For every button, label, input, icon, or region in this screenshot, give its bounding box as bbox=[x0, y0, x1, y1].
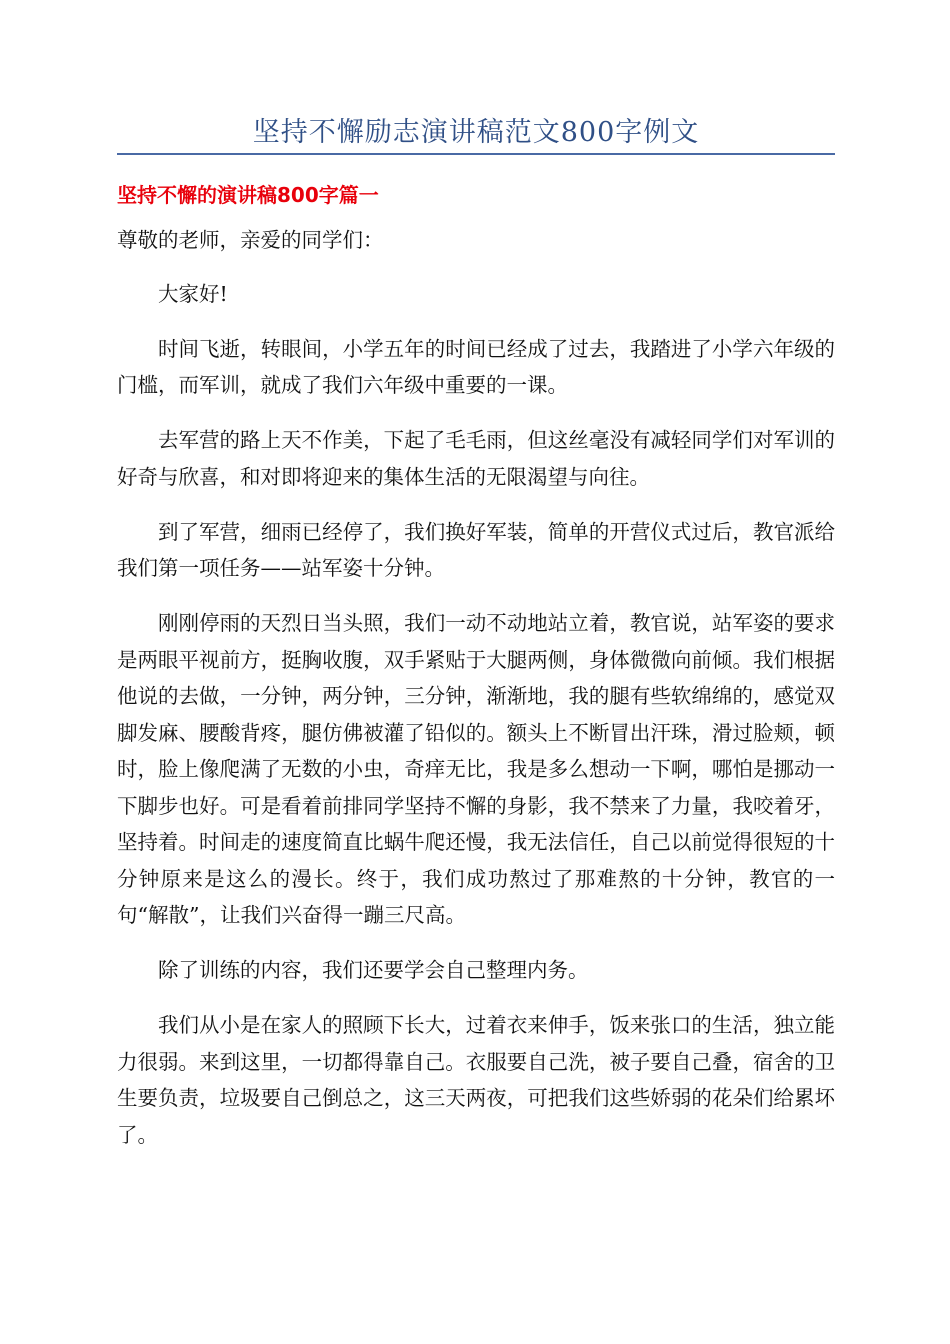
paragraph: 刚刚停雨的天烈日当头照，我们一动不动地站立着，教官说，站军姿的要求是两眼平视前方，挺胸收腹，双手紧贴于大腿两侧，身体微微向前倾。我们根据他说的去做，一分钟，两分钟，三分钟，渐渐地，我的腿有些软绵绵的，感觉双脚发麻、腰酸背疼，腿仿佛被灌了铅似的。额头上不断冒出汗珠，滑过脸颊，顿时，脸上像爬满了无数的小虫，奇痒无比，我是多么想动一下啊，哪怕是挪动一下脚步也好。可是看着前排同学坚持不懈的身影，我不禁来了力量，我咬着牙，坚持着。时间走的速度简直比蜗牛爬还慢，我无法信任，自己以前觉得很短的十分钟原来是这么的漫长。终于，我们成功熬过了那难熬的十分钟，教官的一句“解散”，让我们兴奋得一蹦三尺高。 bbox=[117, 611, 835, 927]
paragraph: 时间飞逝，转眼间，小学五年的时间已经成了过去，我踏进了小学六年级的门槛，而军训，就成了我们六年级中重要的一课。 bbox=[117, 336, 835, 397]
paragraph: 大家好! bbox=[158, 281, 228, 306]
section-heading: 坚持不懈的演讲稿800字篇一 bbox=[117, 183, 379, 207]
title-underline bbox=[117, 153, 835, 155]
salutation: 尊敬的老师，亲爱的同学们： bbox=[117, 228, 384, 252]
paragraph: 除了训练的内容，我们还要学会自己整理内务。 bbox=[158, 958, 589, 982]
paragraph: 我们从小是在家人的照顾下长大，过着衣来伸手，饭来张口的生活，独立能力很弱。来到这里，一切都得靠自己。衣服要自己洗，被子要自己叠，宿舍的卫生要负责，垃圾要自己倒总之，这三天两夜，可把我们这些娇弱的花朵们给累坏了。 bbox=[117, 1013, 835, 1147]
paragraph: 去军营的路上天不作美，下起了毛毛雨，但这丝毫没有减轻同学们对军训的好奇与欣喜，和对即将迎来的集体生活的无限渴望与向往。 bbox=[117, 428, 835, 489]
document-body bbox=[117, 222, 835, 1172]
paragraph: 到了军营，细雨已经停了，我们换好军装，简单的开营仪式过后，教官派给我们第一项任务——站军姿十分钟。 bbox=[117, 519, 835, 580]
document-title: 坚持不懈励志演讲稿范文800字例文 bbox=[252, 117, 700, 148]
